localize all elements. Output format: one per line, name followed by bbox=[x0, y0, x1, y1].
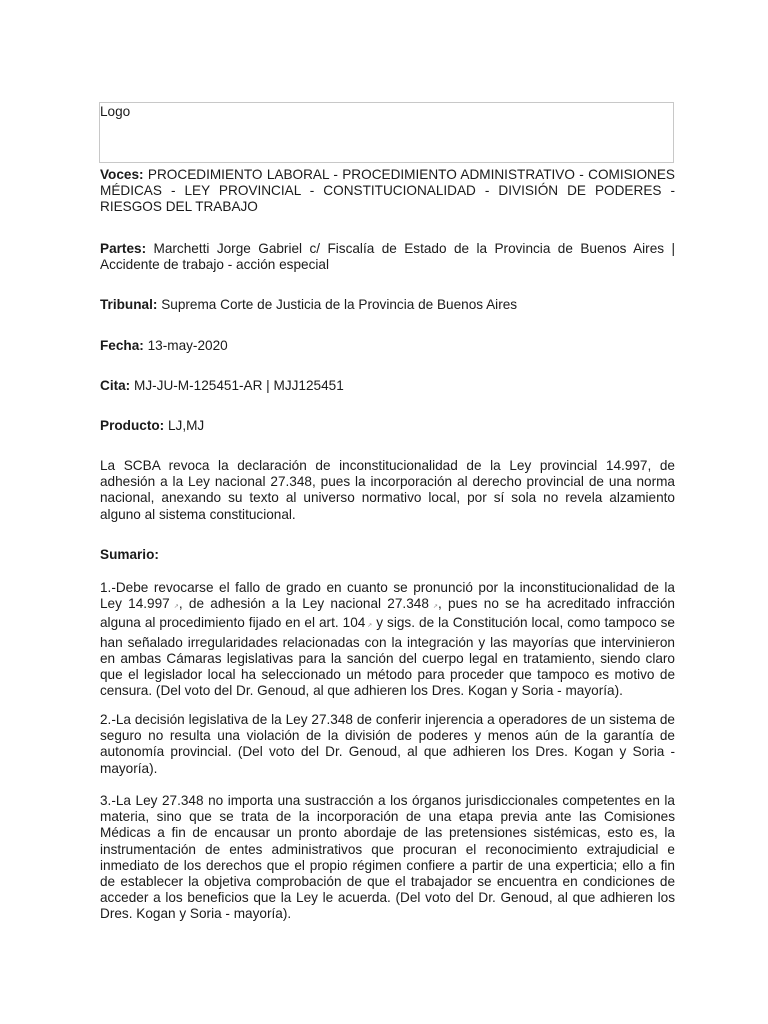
item1-part-c: , pues no se ha acreditado infracción alguna al procedimiento fijado en el art. 104 bbox=[100, 596, 675, 631]
logo-text: Logo bbox=[100, 104, 131, 119]
item1-part-b: , de adhesión a la Ley nacional 27.348 bbox=[178, 596, 429, 612]
cita-field bbox=[100, 378, 675, 394]
link-marker-icon: ↗ bbox=[428, 604, 439, 611]
summary-text: La SCBA revoca la declaración de inconstitucionalidad de la Ley provincial 14.997, de adhesión a la Ley nacional 27.348, pues la incorporación al derecho provincial de una norma nacional, anexando su texto al universo normativo local, por sí sola no revela alzamiento alguno al sistema constitucional. bbox=[100, 458, 675, 522]
sumario-item-2 bbox=[100, 712, 675, 777]
voces-label: Voces: bbox=[100, 167, 144, 182]
fecha-field bbox=[100, 338, 675, 354]
item3-text: 3.-La Ley 27.348 no importa una sustracción a los órganos jurisdiccionales competentes en la materia, sino que se trata de la incorporación de una etapa previa ante las Comisiones Médicas a fin de encausar un pronto abordaje de las pretensiones sistémicas, esto es, la instrumentación de entes administrativos que procuran el reconocimiento extrajudicial e inmediato de los derechos que el propio régimen confiere a partir de una experticia; ello a fin de establecer la objetiva comprobación de que el trabajador se encuentra en condiciones de acceder a los beneficios que la Ley le acuerda. (Del voto del Dr. Genoud, al que adhieren los Dres. Kogan y Soria - mayoría). bbox=[100, 793, 675, 922]
cita-label: Cita: bbox=[100, 378, 131, 393]
item1-part-d: y sigs. de la Constitución local, como tampoco se han señalado irregularidades relacionadas con la integración y las mayorías que intervinieron en ambas Cámaras legislativas para la sanción del cuerpo legal en tratamiento, siendo claro que el legislador local ha seleccionado un método para proceder que tampoco es motivo de censura. (Del voto del Dr. Genoud, al que adhieren los Dres. Kogan y Soria - mayoría). bbox=[100, 615, 675, 699]
sumario-item-3 bbox=[100, 793, 675, 923]
tribunal-value: Suprema Corte de Justicia de la Provincia de Buenos Aires bbox=[161, 297, 518, 312]
fecha-label: Fecha: bbox=[100, 338, 144, 353]
link-marker-icon: ↗ bbox=[365, 623, 373, 630]
voces-value: PROCEDIMIENTO LABORAL - PROCEDIMIENTO ADMINISTRATIVO - COMISIONES MÉDICAS - LEY PROVINCIAL - CONSTITUCIONALIDAD - DIVISIÓN DE PODERES - RIESGOS DEL TRABAJO bbox=[100, 167, 675, 215]
partes-field bbox=[100, 241, 675, 273]
producto-field bbox=[100, 418, 675, 434]
tribunal-label: Tribunal: bbox=[100, 297, 158, 312]
tribunal-field bbox=[100, 297, 675, 313]
partes-value: Marchetti Jorge Gabriel c/ Fiscalía de Estado de la Provincia de Buenos Aires | Accidente de trabajo - acción especial bbox=[100, 241, 676, 273]
item2-text: 2.-La decisión legislativa de la Ley 27.348 de conferir injerencia a operadores de un sistema de seguro no resulta una violación de la división de poderes y menos aún de la garantía de autonomía provincial. (Del voto del Dr. Genoud, al que adhieren los Dres. Kogan y Soria - mayoría). bbox=[100, 712, 675, 776]
summary-paragraph bbox=[100, 458, 675, 523]
link-marker-icon: ↗ bbox=[169, 604, 179, 611]
sumario-heading-block bbox=[100, 547, 675, 563]
voces-field bbox=[100, 167, 675, 216]
sumario-heading: Sumario: bbox=[100, 547, 159, 562]
item1-part-a: 1.-Debe revocarse el fallo de grado en cuanto se pronunció por la inconstitucionalidad de la Ley 14.997 bbox=[100, 580, 675, 612]
cita-value: MJ-JU-M-125451-AR | MJJ125451 bbox=[134, 378, 344, 393]
sumario-item-1 bbox=[100, 580, 675, 699]
producto-value: LJ,MJ bbox=[167, 418, 205, 433]
partes-label: Partes: bbox=[100, 241, 147, 256]
producto-label: Producto: bbox=[100, 418, 165, 433]
logo-placeholder bbox=[99, 102, 674, 163]
fecha-value: 13-may-2020 bbox=[147, 338, 228, 353]
